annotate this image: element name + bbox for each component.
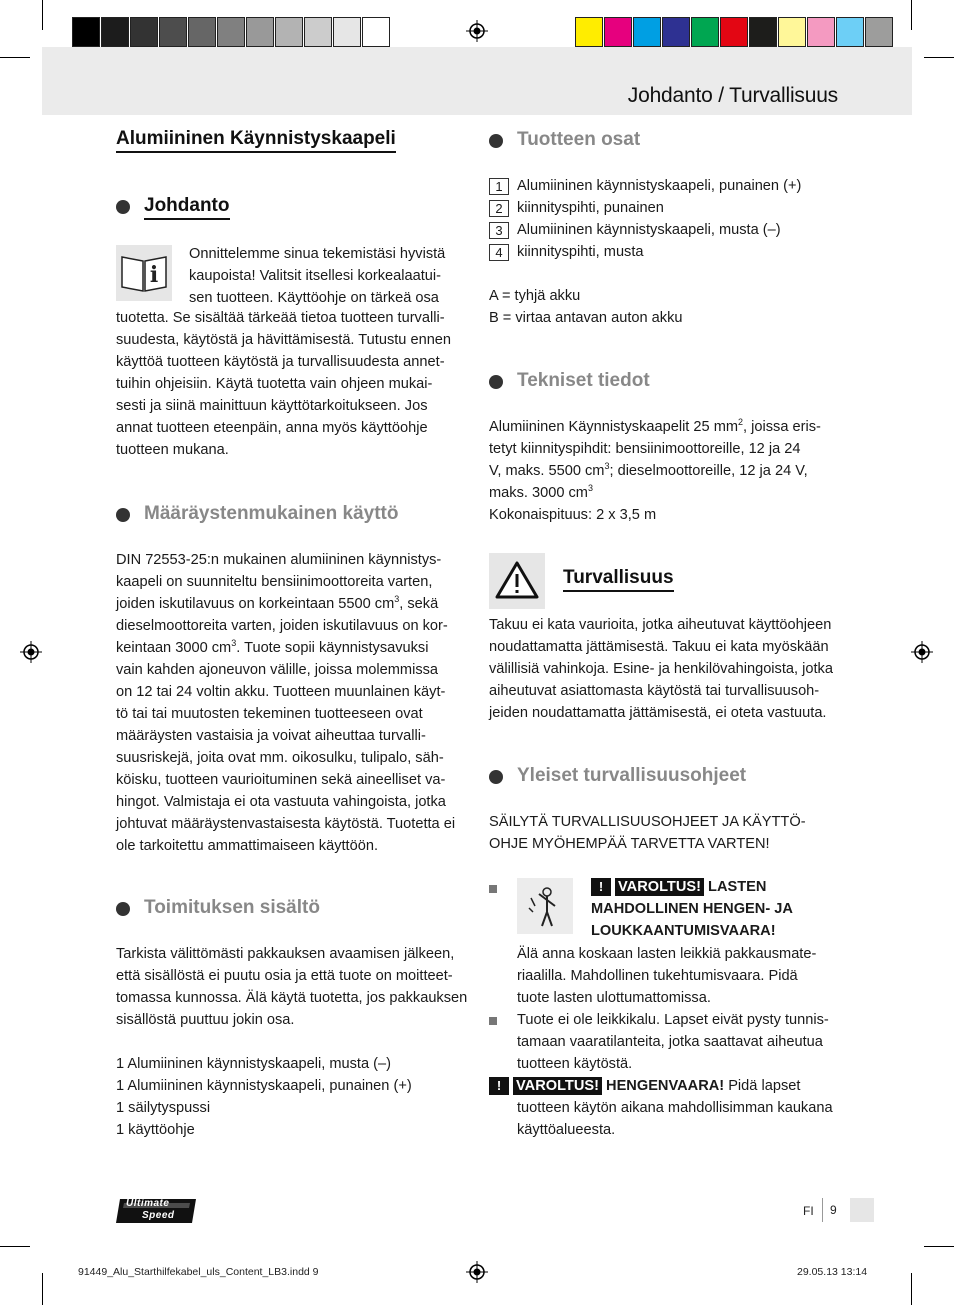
crop-mark xyxy=(0,57,30,58)
warning-children-title xyxy=(591,876,851,942)
delivery-item: 1 säilytyspussi xyxy=(116,1100,211,1116)
color-swatch xyxy=(362,17,390,47)
text-line: OHJE MYÖHEMPÄÄ TARVETTA VARTEN! xyxy=(489,836,770,852)
text-line: johtuvat määräystenvastaisesta käytöstä. Tuotetta ei xyxy=(116,816,456,832)
color-swatch xyxy=(188,17,216,47)
child-warning-icon xyxy=(517,878,573,934)
text-line: tuotteen mukana. xyxy=(116,442,229,458)
registration-mark-icon xyxy=(466,20,488,42)
text-line: dieselmoottoreita varten, joiden iskutilavuus on kor- xyxy=(116,618,448,634)
text-line: noudattamatta jättämisestä. Takuu ei kata myöskään xyxy=(489,639,829,655)
intended-use-text xyxy=(116,549,476,857)
delivery-heading: Toimituksen sisältö xyxy=(144,897,320,918)
warning-text: Pidä lapset xyxy=(728,1078,801,1094)
part-item xyxy=(489,197,664,219)
svg-text:i: i xyxy=(149,262,159,288)
bullet-icon xyxy=(116,902,130,916)
bullet-square-icon xyxy=(489,1017,497,1025)
text-line: tuotteen käytön aikana mahdollisimman kaukana xyxy=(517,1100,833,1116)
text-line: sen tuotteen. Käyttöohje on tärkeä osa xyxy=(189,290,439,306)
bullet-square-icon xyxy=(489,885,497,893)
crop-mark xyxy=(911,1273,912,1305)
info-book-icon xyxy=(116,245,172,301)
color-swatch xyxy=(575,17,603,47)
text-line: käyttöalueesta. xyxy=(517,1122,616,1138)
text-line: Kokonaispituus: 2 x 3,5 m xyxy=(489,507,657,523)
page-title: Johdanto / Turvallisuus xyxy=(627,84,838,107)
delivery-item: 1 käyttöohje xyxy=(116,1122,195,1138)
part-number: 3 xyxy=(489,222,509,239)
bullet-icon xyxy=(489,375,503,389)
bullet-icon xyxy=(489,134,503,148)
text-line: Tarkista välittömästi pakkauksen avaamisen jälkeen, xyxy=(116,946,455,962)
intro-text xyxy=(116,307,471,461)
text-line: DIN 72553-25:n mukainen alumiininen käynnistys- xyxy=(116,552,442,568)
bullet-icon xyxy=(116,200,130,214)
text-line: Alumiininen Käynnistyskaapelit 25 $mm^2$, joissa eris- xyxy=(489,417,821,435)
warning-title: HENGENVAARA! xyxy=(606,1078,725,1094)
text-line: kaapeli on suunniteltu bensiinimoottoreita varten, xyxy=(116,574,433,590)
text-line: määräysten vastaisia ja voivat aiheuttaa turvalli- xyxy=(116,728,426,744)
text-line: Onnittelemme sinua tekemistäsi hyvistä xyxy=(189,246,446,262)
general-safety-heading: Yleiset turvallisuusohjeet xyxy=(517,765,747,786)
color-swatch xyxy=(836,17,864,47)
color-swatch xyxy=(217,17,245,47)
crop-mark xyxy=(924,1246,954,1247)
bullet-icon xyxy=(489,770,503,784)
color-swatch xyxy=(275,17,303,47)
part-item xyxy=(489,241,644,263)
text-line: maks. 3000 $cm^3$ xyxy=(489,483,593,501)
color-swatch xyxy=(720,17,748,47)
part-label: kiinnityspihti, punainen xyxy=(517,200,664,216)
crop-mark xyxy=(911,0,912,30)
battery-a-label: A = tyhjä akku xyxy=(489,288,581,304)
color-swatch xyxy=(304,17,332,47)
text-line: tuotteen käytöstä. xyxy=(517,1056,633,1072)
bullet-icon xyxy=(116,508,130,522)
warning-triangle-icon: ! xyxy=(591,878,611,896)
warning-line: LOUKKAANTUMISVAARA! xyxy=(591,923,776,939)
color-swatch xyxy=(633,17,661,47)
text-line: V, maks. 5500 $cm^3$; dieselmoottoreille, 12 ja 24 V, xyxy=(489,461,808,479)
text-line: suusriskejä, joita ovat mm. oikosulku, tulipalo, säh- xyxy=(116,750,444,766)
text-line: annat tuotteen eteenpäin, anna myös käyttöohje xyxy=(116,420,428,436)
part-item xyxy=(489,175,801,197)
text-line: on 12 tai 24 voltin akku. Tuotteen muunlainen käyt- xyxy=(116,684,446,700)
safety-heading: Turvallisuus xyxy=(563,567,674,592)
page-tab xyxy=(850,1198,874,1222)
divider xyxy=(822,1198,823,1222)
color-swatch xyxy=(749,17,777,47)
intro-heading: Johdanto xyxy=(144,195,230,220)
text-line: köisku, tuotteen vaurioituminen sekä aineelliset va- xyxy=(116,772,446,788)
text-line: tomassa kunnossa. Älä käytä tuotetta, jos pakkauksen xyxy=(116,990,468,1006)
file-info: 91449_Alu_Starthilfekabel_uls_Content_LB3.indd 9 xyxy=(78,1266,319,1278)
warning-line: ! VAROLTUS! LASTEN xyxy=(591,876,851,898)
text-line: käyttöä tuotteen käytöstä ja turvallisuudesta annet- xyxy=(116,354,445,370)
warning-badge: VAROLTUS! xyxy=(513,1077,602,1095)
text-line: vain kahden ajoneuvon välille, joissa molemmissa xyxy=(116,662,439,678)
crop-mark xyxy=(0,1246,30,1247)
text-line: sisällöstä puuttuu jokin osa. xyxy=(116,1012,295,1028)
part-label: Alumiininen käynnistyskaapeli, musta (–) xyxy=(517,222,781,238)
color-swatch xyxy=(333,17,361,47)
crop-mark xyxy=(42,0,43,30)
warning-children-text xyxy=(517,943,857,1009)
text-line: välillisiä vahinkoja. Esine- ja henkilövahingoista, jotka xyxy=(489,661,833,677)
text-line: ole tarkoitettu ammattimaiseen käyttöön. xyxy=(116,838,379,854)
color-swatch xyxy=(778,17,806,47)
color-swatch xyxy=(72,17,100,47)
registration-mark-icon xyxy=(20,641,42,663)
text-line: joiden iskutilavuus on korkeintaan 5500 $cm^3$, sekä xyxy=(116,594,439,612)
crop-mark xyxy=(42,1273,43,1305)
life-danger-text xyxy=(517,1097,857,1141)
delivery-text xyxy=(116,943,476,1031)
text-line: Älä anna koskaan lasten leikkiä pakkausmate- xyxy=(517,946,817,962)
delivery-item: 1 Alumiininen käynnistyskaapeli, punainen (+) xyxy=(116,1078,412,1094)
text-line: että sisällöstä ei puutu osia ja että tuote on moitteet- xyxy=(116,968,453,984)
text-line: SÄILYTÄ TURVALLISUUSOHJEET JA KÄYTTÖ- xyxy=(489,814,806,830)
text-line: keintaan 3000 $cm^3$. Tuote sopii käynnistysavuksi xyxy=(116,638,429,656)
text-line: jeiden noudattamatta jättämisestä, ei oteta vastuuta. xyxy=(489,705,827,721)
text-line: hingot. Valmistaja ei ota vastuuta vahingoista, jotka xyxy=(116,794,446,810)
text-line: tuote lasten ulottumattomissa. xyxy=(517,990,711,1006)
warning-triangle-icon xyxy=(489,553,545,609)
part-number: 1 xyxy=(489,178,509,195)
intended-use-heading: Määräystenmukainen käyttö xyxy=(144,503,399,524)
part-number: 2 xyxy=(489,200,509,217)
text-line: Tuote ei ole leikkikalu. Lapset eivät pysty tunnis- xyxy=(517,1012,829,1028)
warning-badge: VAROLTUS! xyxy=(615,878,704,896)
color-swatch xyxy=(691,17,719,47)
tech-text xyxy=(489,416,849,526)
part-label: Alumiininen käynnistyskaapeli, punainen (+) xyxy=(517,178,802,194)
registration-mark-icon xyxy=(466,1261,488,1283)
life-danger-warning xyxy=(489,1075,849,1097)
color-swatch xyxy=(807,17,835,47)
delivery-item: 1 Alumiininen käynnistyskaapeli, musta (–) xyxy=(116,1056,391,1072)
text-line: suudesta, käytöstä ja hävittämisestä. Tutustu ennen xyxy=(116,332,452,348)
color-swatch xyxy=(246,17,274,47)
crop-mark xyxy=(924,57,954,58)
color-swatch xyxy=(865,17,893,47)
main-heading: Alumiininen Käynnistyskaapeli xyxy=(116,128,396,153)
warning-triangle-icon: ! xyxy=(489,1077,509,1095)
warning-line: MAHDOLLINEN HENGEN- JA xyxy=(591,901,793,917)
text-line: sesti ja siinä mainittuun käyttötarkoitukseen. Jos xyxy=(116,398,428,414)
page-number: 9 xyxy=(830,1203,837,1217)
part-number: 4 xyxy=(489,244,509,261)
text-line: tamaan vaaratilanteita, jotka saattavat aiheutua xyxy=(517,1034,823,1050)
tech-heading: Tekniset tiedot xyxy=(517,370,650,391)
text-line: riaalilla. Mahdollinen tukehtumisvaara. Pidä xyxy=(517,968,798,984)
delivery-list xyxy=(116,1053,476,1141)
toy-warning-text xyxy=(517,1009,857,1075)
color-swatch xyxy=(604,17,632,47)
ultimate-speed-logo: Ultimate Speed xyxy=(116,1195,206,1227)
registration-mark-icon xyxy=(911,641,933,663)
text-line: kaupoista! Valitsit itsellesi korkealaatui- xyxy=(189,268,441,284)
parts-heading: Tuotteen osat xyxy=(517,129,641,150)
text-line: tuotetta. Se sisältää tärkeää tietoa tuotteen turvalli- xyxy=(116,310,445,326)
text-line: tuihin ohjeisiin. Käytä tuotetta vain ohjeen mukai- xyxy=(116,376,433,392)
color-swatch xyxy=(130,17,158,47)
battery-b-label: B = virtaa antavan auton akku xyxy=(489,310,683,326)
part-item xyxy=(489,219,781,241)
text-line: Takuu ei kata vaurioita, jotka aiheutuvat käyttöohjeen xyxy=(489,617,832,633)
safety-text xyxy=(489,614,849,724)
language-code: FI xyxy=(803,1204,814,1218)
part-label: kiinnityspihti, musta xyxy=(517,244,644,260)
color-swatch xyxy=(159,17,187,47)
color-swatch xyxy=(662,17,690,47)
print-date: 29.05.13 13:14 xyxy=(797,1266,868,1278)
keep-instructions-note xyxy=(489,811,849,855)
text-line: tetyt kiinnityspihdit: bensiinimoottoreille, 12 ja 24 xyxy=(489,441,801,457)
text-line: aiheutuvat asiattomasta käytöstä tai turvallisuusoh- xyxy=(489,683,820,699)
color-swatch xyxy=(101,17,129,47)
intro-text-short xyxy=(189,243,469,309)
text-line: tö tai tai muutosten tekeminen tuotteeseen ovat xyxy=(116,706,423,722)
